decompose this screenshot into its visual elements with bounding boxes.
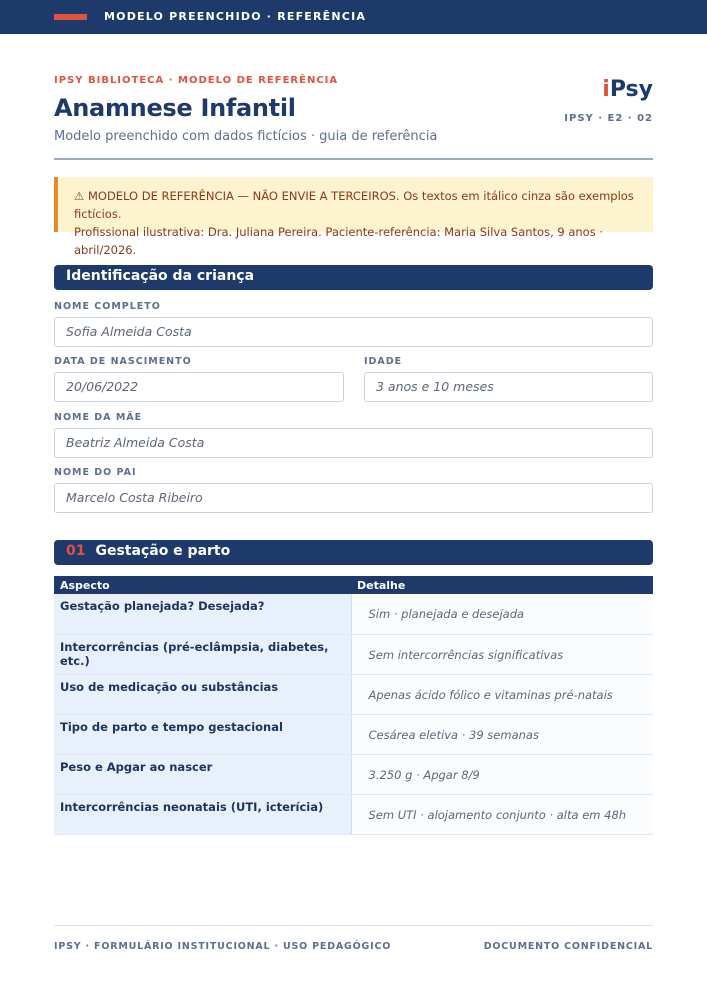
brand-logo-i: i	[602, 77, 610, 102]
nome-completo-label: NOME COMPLETO	[54, 301, 161, 312]
page-title: Anamnese Infantil	[54, 94, 296, 122]
footer-divider	[54, 925, 653, 926]
column-header-aspecto: Aspecto	[54, 576, 351, 594]
top-banner-label: MODELO PREENCHIDO · REFERÊNCIA	[104, 10, 367, 23]
column-header-detalhe: Detalhe	[351, 576, 653, 594]
aspecto-cell: Gestação planejada? Desejada?	[54, 594, 351, 634]
table-row	[54, 594, 653, 634]
nome-mae-field[interactable]: Beatriz Almeida Costa	[54, 428, 653, 458]
section-gestacao-header	[54, 540, 653, 565]
footer-left-text: IPSY · FORMULÁRIO INSTITUCIONAL · USO PEDAGÓGICO	[54, 941, 392, 952]
footer-right-text: DOCUMENTO CONFIDENCIAL	[483, 941, 653, 952]
aspecto-cell: Peso e Apgar ao nascer	[54, 754, 351, 794]
table-row	[54, 754, 653, 794]
nome-pai-label: NOME DO PAI	[54, 467, 137, 478]
section-identificacao-header	[54, 265, 653, 290]
detalhe-cell[interactable]: Sem UTI · alojamento conjunto · alta em 48h	[351, 794, 653, 834]
table-row	[54, 794, 653, 834]
detalhe-cell[interactable]: Sem intercorrências significativas	[351, 634, 653, 674]
brand-logo	[602, 77, 653, 102]
gestacao-table	[54, 576, 653, 835]
table-header-row	[54, 576, 653, 594]
data-nascimento-field[interactable]: 20/06/2022	[54, 372, 344, 402]
detalhe-cell[interactable]: Apenas ácido fólico e vitaminas pré-natais	[351, 674, 653, 714]
detalhe-cell[interactable]: Cesárea eletiva · 39 semanas	[351, 714, 653, 754]
brand-logo-rest: Psy	[609, 77, 653, 102]
notice-line-2: Profissional ilustrativa: Dra. Juliana Pereira. Paciente-referência: Maria Silva Santos, 9 anos · abril/2026.	[74, 225, 604, 257]
aspecto-cell: Intercorrências neonatais (UTI, icterícia)	[54, 794, 351, 834]
data-nascimento-label: DATA DE NASCIMENTO	[54, 356, 192, 367]
top-banner	[0, 0, 707, 34]
table-row	[54, 714, 653, 754]
eyebrow-label: IPSY BIBLIOTECA · MODELO DE REFERÊNCIA	[54, 75, 339, 86]
table-row	[54, 634, 653, 674]
top-banner-accent	[54, 14, 87, 20]
detalhe-cell[interactable]: 3.250 g · Apgar 8/9	[351, 754, 653, 794]
notice-line-1: ⚠ MODELO DE REFERÊNCIA — NÃO ENVIE A TERCEIROS. Os textos em itálico cinza são exemplos fictícios.	[74, 189, 634, 221]
detalhe-cell[interactable]: Sim · planejada e desejada	[351, 594, 653, 634]
document-code: IPSY · E2 · 02	[564, 113, 653, 124]
aspecto-cell: Tipo de parto e tempo gestacional	[54, 714, 351, 754]
header-divider	[54, 158, 653, 160]
aspecto-cell: Intercorrências (pré-eclâmpsia, diabetes, etc.)	[54, 634, 351, 674]
section-gestacao-number: 01	[66, 543, 86, 559]
nome-completo-field[interactable]: Sofia Almeida Costa	[54, 317, 653, 347]
nome-pai-field[interactable]: Marcelo Costa Ribeiro	[54, 483, 653, 513]
aspecto-cell: Uso de medicação ou substâncias	[54, 674, 351, 714]
section-gestacao-title: Gestação e parto	[95, 543, 231, 559]
page-subtitle: Modelo preenchido com dados fictícios · guia de referência	[54, 129, 438, 144]
reference-notice	[54, 177, 653, 257]
table-row	[54, 674, 653, 714]
idade-label: IDADE	[364, 356, 403, 367]
section-identificacao-title: Identificação da criança	[66, 268, 255, 284]
nome-mae-label: NOME DA MÃE	[54, 412, 143, 423]
idade-field[interactable]: 3 anos e 10 meses	[364, 372, 653, 402]
